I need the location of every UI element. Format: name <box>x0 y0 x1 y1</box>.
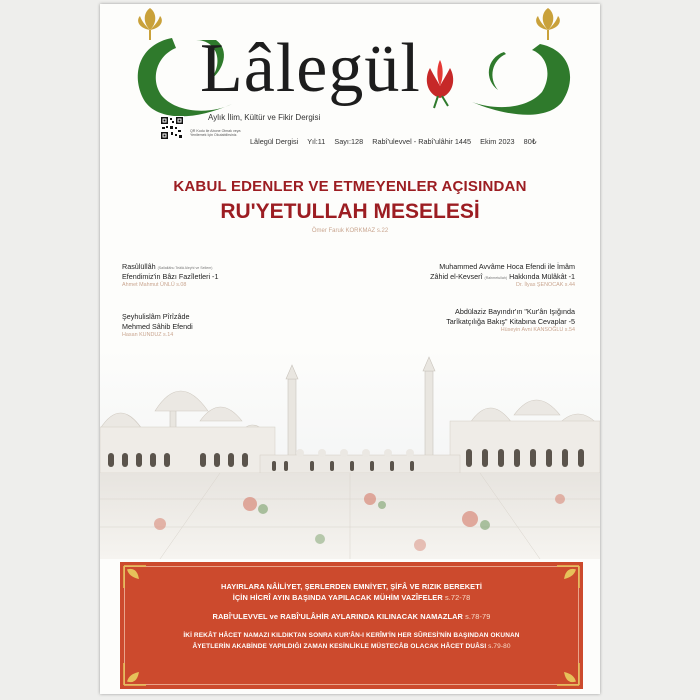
panel-line-5[interactable]: ÂYETLERİN AKABİNDE YAPILDIĞI ZAMAN KESİNLİKLE MÜSTECÂB OLACAK HÂCET DUÂSI s.79-80 <box>192 643 511 650</box>
article-author: Hüseyin Avni KANSOĞLU s.54 <box>500 327 575 334</box>
article-title: Tarîkatçılığa Bakış" Kitabına Cevaplar -5 <box>446 316 575 326</box>
issue-year: Yıl:11 <box>307 137 326 146</box>
panel-line-4: İKİ REKÂT HÂCET NAMAZI KILDIKTAN SONRA KUR'ÂN-I KERÎM'İN HER SÛRESİ'NİN BAŞINDAN OKUNAN <box>183 632 520 639</box>
panel-line-1: HAYIRLARA NÂİLİYET, ŞERLERDEN EMNİYET, ŞİFÂ VE RIZIK BEREKETİ <box>221 582 482 591</box>
article-note: (Rahmetullah) <box>484 275 508 280</box>
panel-line-3[interactable]: RABÎ'ULEVVEL ve RABÎ'ULÂHİR AYLARINDA KILINACAK NAMAZLAR s.78-79 <box>212 612 491 621</box>
article-bayindir[interactable] <box>350 307 575 335</box>
issue-months: Rabî'ulevvel - Rabî'ulâhir 1445 <box>372 137 472 146</box>
corner-ornament-icon <box>555 661 581 687</box>
lead-kicker: KABUL EDENLER VE ETMEYENLER AÇISINDAN <box>173 178 527 195</box>
lead-headline: RU'YETULLAH MESELESİ <box>220 200 480 223</box>
article-author: Ahmet Mahmut ÜNLÜ s.08 <box>122 282 187 289</box>
issue-price: 80₺ <box>523 137 537 146</box>
article-author: Hasan KUNDUZ s.14 <box>122 332 174 339</box>
article-title: Rasûlüllâh <box>122 262 156 271</box>
lead-page: s.22 <box>376 228 389 234</box>
logo-wordmark: Lâlegül <box>200 30 421 107</box>
magazine-name: Lâlegül Dergisi <box>250 137 299 146</box>
article-title: Muhammed Avvâme Hoca Efendi ile İmâm <box>439 262 575 271</box>
qr-code-icon[interactable] <box>160 116 184 140</box>
red-tulip-icon <box>427 60 453 108</box>
article-note: (Sallallâhu Teâlâ Aleyhi ve Sellem) <box>157 266 213 270</box>
tagline: Aylık İlim, Kültür ve Fikir Dergisi <box>208 113 321 122</box>
magazine-cover <box>100 4 600 694</box>
lead-byline <box>100 228 600 234</box>
lead-author: Ömer Faruk KORKMAZ <box>311 228 376 234</box>
article-title: Abdülaziz Bayındır'ın "Kur'ân Işığında <box>455 307 575 316</box>
article-title: Efendimiz'in Bâzı Fazîletleri -1 <box>122 271 219 281</box>
mosque-photo <box>100 349 600 559</box>
article-pirizade[interactable] <box>122 312 322 340</box>
issue-date: Ekim 2023 <box>480 137 515 146</box>
highlights-panel <box>120 562 583 689</box>
article-title: Hakkında Mülâkât -1 <box>509 271 575 281</box>
qr-note: QR Kodu ile Abone Olmak veya Yenilemek İçin Okutabilirsiniz. <box>190 129 241 138</box>
masthead <box>100 4 600 154</box>
issue-number: Sayı:128 <box>334 137 364 146</box>
article-author: Dr. İlyas ŞENOCAK s.44 <box>515 282 575 289</box>
article-title: Şeyhulislâm Pîrîzâde <box>122 312 190 321</box>
issue-info <box>250 137 543 146</box>
panel-line-2[interactable]: İÇİN HİCRÎ AYIN BAŞINDA YAPILACAK MÜHİM VAZÎFELER s.72-78 <box>232 593 471 602</box>
article-avvame[interactable] <box>350 262 575 290</box>
article-rasulullah[interactable] <box>122 262 322 290</box>
corner-ornament-icon <box>122 661 148 687</box>
article-title: Mehmed Sâhib Efendi <box>122 321 193 331</box>
article-title: Zâhid el-Kevserî <box>430 271 483 281</box>
